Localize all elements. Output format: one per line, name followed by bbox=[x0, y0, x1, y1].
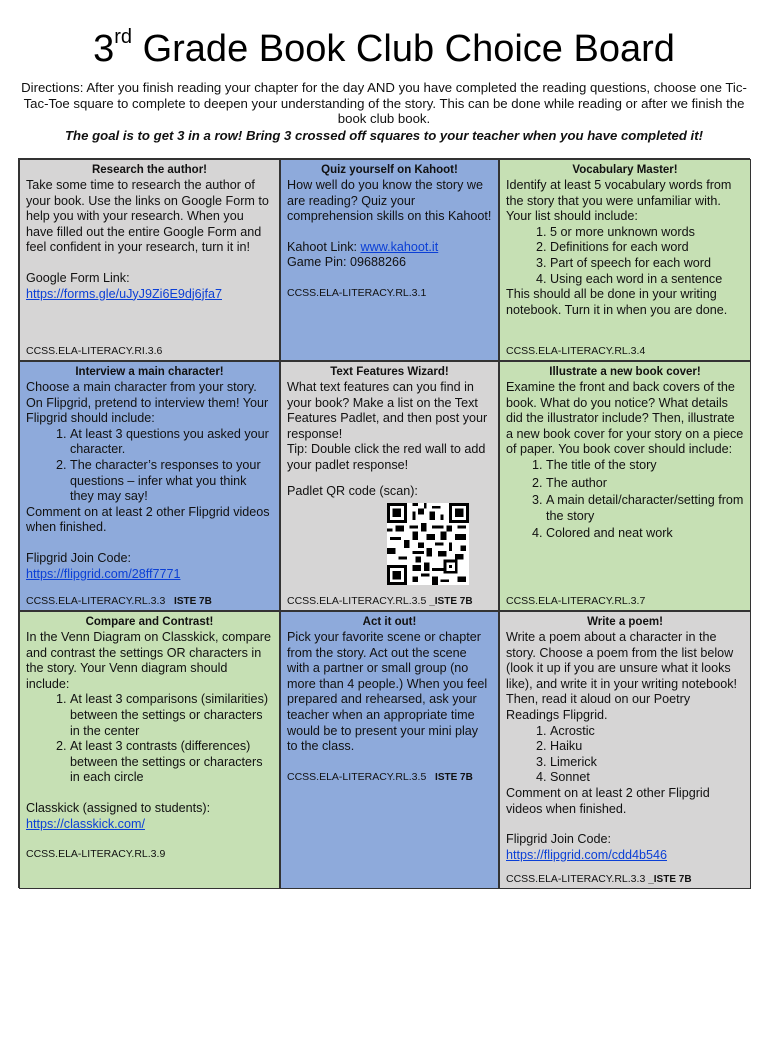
cell-body: Write a poem about a character in the story. Choose a poem from the list below (look it up if you are unsure what it looks like), and write it in your writing notebook! Then, read it aloud on our Poetry Readings Flipgrid. bbox=[506, 630, 737, 722]
cell-body: Examine the front and back covers of the book. What do you notice? What details did the illustrator include? Then, illustrate a new book cover for your story on a piece of paper. You book cover should include: bbox=[506, 380, 744, 457]
compare-list bbox=[26, 692, 273, 786]
cell-title: Compare and Contrast! bbox=[85, 616, 214, 628]
cell-body: Take some time to research the author of your book. Use the links on Google Form to help you with your research. When you have filled out the entire Google Form and feel confident in your research, turn it in! bbox=[26, 178, 269, 255]
tip-text: Tip: Double click the red wall to add your padlet response! bbox=[287, 442, 486, 472]
title-number: 3 bbox=[93, 28, 115, 70]
list-item: 2. The author bbox=[546, 476, 744, 492]
vocab-list bbox=[506, 225, 744, 287]
cell-act-it-out[interactable] bbox=[280, 611, 499, 889]
interview-list bbox=[26, 427, 273, 505]
list-item: 4. Using each word in a sentence bbox=[550, 272, 744, 288]
list-item: 2. The character’s responses to your questions – infer what you think they may say! bbox=[70, 458, 273, 505]
classkick-link[interactable]: https://classkick.com/ bbox=[26, 816, 145, 831]
kahoot-link[interactable]: www.kahoot.it bbox=[360, 239, 439, 254]
cell-body: Identify at least 5 vocabulary words from the story that you were unfamiliar with. Your list should include: bbox=[506, 178, 732, 224]
cell-body: How well do you know the story we are reading? Quiz your comprehension skills on this Kahoot! bbox=[287, 178, 492, 224]
flipgrid-link[interactable]: https://flipgrid.com/28ff7771 bbox=[26, 566, 181, 581]
title-text: Grade Book Club Choice Board bbox=[132, 28, 675, 70]
cell-after-text: This should all be done in your writing notebook. Turn it in when you are done. bbox=[506, 287, 728, 317]
cell-body: What text features can you find in your book? Make a list on the Text Features Padlet, and then post your response! bbox=[287, 380, 488, 441]
title-superscript: rd bbox=[114, 26, 133, 48]
cell-title: Quiz yourself on Kahoot! bbox=[321, 164, 458, 176]
list-item: 1. At least 3 comparisons (similarities) between the settings or characters in the center bbox=[70, 692, 273, 739]
cell-book-cover[interactable] bbox=[499, 361, 751, 611]
cell-body: In the Venn Diagram on Classkick, compare and contrast the settings OR characters in the story. Your Venn diagram should include: bbox=[26, 630, 271, 691]
page bbox=[0, 14, 768, 885]
list-item: 3. Part of speech for each word bbox=[550, 256, 744, 272]
list-item: 2. At least 3 contrasts (differences) between the settings or characters in each circle bbox=[70, 739, 273, 786]
flipgrid-link[interactable]: https://flipgrid.com/cdd4b546 bbox=[506, 847, 668, 862]
list-item: 4. Colored and neat work bbox=[546, 526, 744, 542]
list-item: 3. Limerick bbox=[550, 755, 744, 771]
link-label: Flipgrid Join Code: bbox=[506, 832, 611, 847]
link-label: Kahoot Link: bbox=[287, 239, 361, 254]
standard-code: CCSS.ELA-LITERACY.RL.3.3 ISTE 7B bbox=[26, 595, 212, 607]
standard-code: CCSS.ELA-LITERACY.RL.3.3 _ISTE 7B bbox=[506, 873, 692, 885]
directions: Directions: After you finish reading your chapter for the day AND you have completed the reading questions, choose one Tic-Tac-Toe square to complete to deepen your understanding of the story. This can be done while reading or after we finish the book club book. bbox=[21, 80, 747, 126]
cell-compare-contrast[interactable] bbox=[19, 611, 280, 889]
list-item: 1. The title of the story bbox=[546, 458, 744, 474]
standard-code: CCSS.ELA-LITERACY.RL.3.5 _ISTE 7B bbox=[287, 595, 473, 607]
cell-title: Act it out! bbox=[362, 616, 417, 628]
page-title bbox=[0, 14, 768, 72]
cell-after-text: Comment on at least 2 other Flipgrid videos when finished. bbox=[506, 785, 710, 816]
cell-body: Choose a main character from your story. On Flipgrid, pretend to interview them! Your Flipgrid should include: bbox=[26, 380, 269, 426]
cell-research-author[interactable] bbox=[19, 159, 280, 361]
cell-title: Write a poem! bbox=[587, 616, 663, 628]
standard-code: CCSS.ELA-LITERACY.RL.3.9 bbox=[26, 848, 166, 861]
list-item: 1. At least 3 questions you asked your character. bbox=[70, 427, 273, 458]
cell-kahoot-quiz[interactable] bbox=[280, 159, 499, 361]
list-item: 1. Acrostic bbox=[550, 724, 744, 740]
goal-statement: The goal is to get 3 in a row! Bring 3 crossed off squares to your teacher when you have completed it! bbox=[64, 127, 704, 143]
cell-body: Pick your favorite scene or chapter from the story. Act out the scene with a partner or small group (no more than 4 people.) When you feel prepared and rehearsed, ask your teacher when an appropriate time would be to present your mini play to the class. bbox=[287, 630, 488, 754]
cell-title: Interview a main character! bbox=[75, 366, 224, 378]
iste-code: ISTE 7B bbox=[435, 771, 473, 783]
link-label: Google Form Link: bbox=[26, 270, 130, 285]
list-item: 4. Sonnet bbox=[550, 770, 744, 786]
iste-code: _ISTE 7B bbox=[648, 874, 692, 885]
iste-code: ISTE 7B bbox=[174, 596, 212, 607]
cell-write-poem[interactable] bbox=[499, 611, 751, 889]
standard-code: CCSS.ELA-LITERACY.RL.3.7 bbox=[506, 595, 646, 607]
google-form-link[interactable]: https://forms.gle/uJyJ9Zi6E9dj6jfa7 bbox=[26, 286, 222, 301]
qr-label: Padlet QR code (scan): bbox=[287, 483, 418, 498]
kahoot-link-line bbox=[287, 240, 492, 256]
cell-vocabulary-master[interactable] bbox=[499, 159, 751, 361]
game-pin: Game Pin: 09688266 bbox=[287, 255, 407, 270]
standard-code: CCSS.ELA-LITERACY.RL.3.1 bbox=[287, 286, 427, 299]
standard-code: CCSS.ELA-LITERACY.RI.3.6 bbox=[26, 345, 163, 357]
iste-code: _ISTE 7B bbox=[429, 596, 473, 607]
cell-text-features[interactable] bbox=[280, 361, 499, 611]
bookcover-list bbox=[506, 458, 744, 542]
cell-interview-character[interactable] bbox=[19, 361, 280, 611]
cell-title: Illustrate a new book cover! bbox=[549, 366, 701, 378]
list-item: 3. A main detail/character/setting from the story bbox=[546, 493, 744, 524]
cell-title: Vocabulary Master! bbox=[572, 164, 678, 176]
list-item: 1. 5 or more unknown words bbox=[550, 225, 744, 241]
link-label: Flipgrid Join Code: bbox=[26, 550, 131, 565]
standard-code: CCSS.ELA-LITERACY.RL.3.5 ISTE 7B bbox=[287, 770, 473, 783]
link-label: Classkick (assigned to students): bbox=[26, 800, 211, 815]
padlet-qr-code-icon[interactable] bbox=[387, 503, 469, 585]
cell-after-text: Comment on at least 2 other Flipgrid videos when finished. bbox=[26, 504, 270, 535]
cell-title: Text Features Wizard! bbox=[330, 366, 449, 378]
list-item: 2. Haiku bbox=[550, 739, 744, 755]
poem-list bbox=[506, 724, 744, 786]
choice-board-grid bbox=[18, 158, 750, 888]
standard-code: CCSS.ELA-LITERACY.RL.3.4 bbox=[506, 345, 646, 357]
list-item: 2. Definitions for each word bbox=[550, 240, 744, 256]
cell-title: Research the author! bbox=[91, 164, 208, 176]
